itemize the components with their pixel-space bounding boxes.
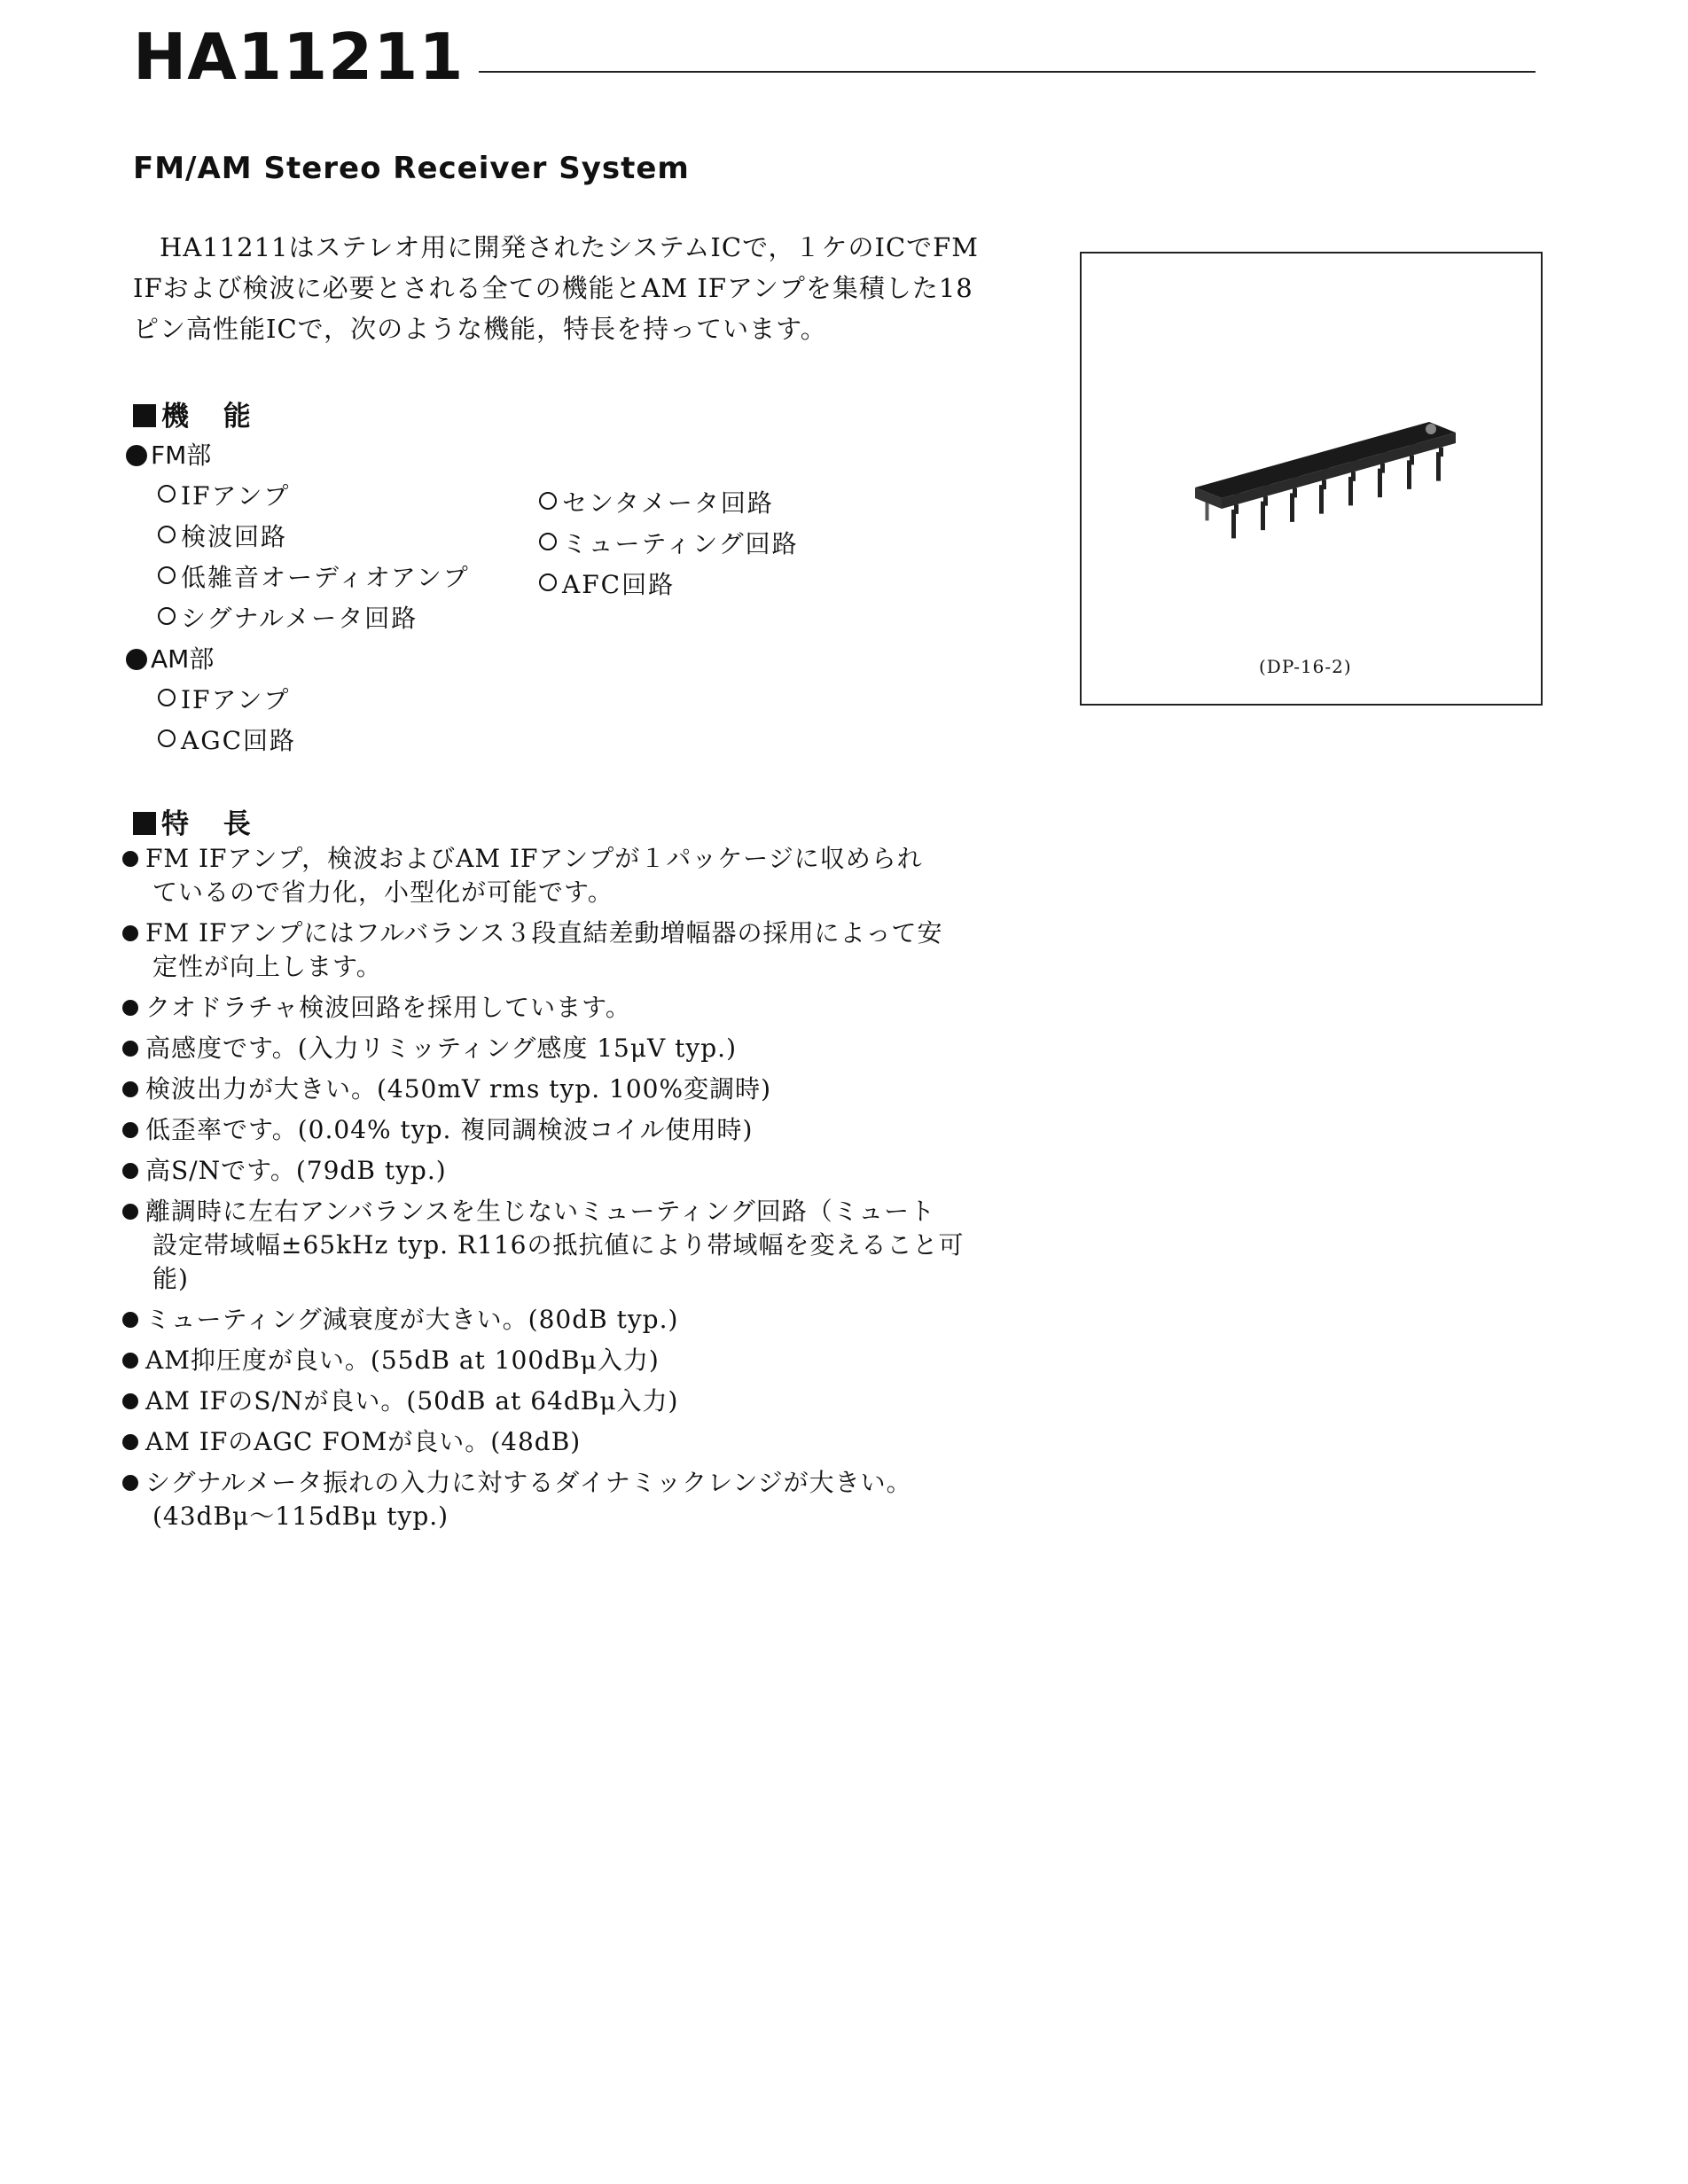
intro-line: IFおよび検波に必要とされる全ての機能とAM IFアンプを集積した18 [133,273,973,303]
bullet-icon [122,1312,138,1328]
bullet-icon [122,1475,138,1491]
fm-function-item: 低雑音オーディオアンプ [158,558,470,594]
package-pin [1263,496,1266,530]
feature-item: クオドラチャ検波回路を採用しています。 [122,991,1009,1025]
features-list [122,842,1009,1540]
feature-item: 高S/Nです。(79dB typ.) [122,1154,1009,1188]
bullet-icon [122,1434,138,1450]
bullet-icon [122,1353,138,1369]
features-heading: 特 長 [133,801,263,841]
package-pin [1439,448,1442,481]
feature-item: 離調時に左右アンバランスを生じないミューティング回路（ミュート 設定帯域幅±65kHz typ. R116の抵抗値により帯域幅を変えること可 能) [122,1195,1009,1296]
feature-item: FM IFアンプ，検波およびAM IFアンプが１パッケージに収められ ているので省力化，小型化が可能です。 [122,842,1009,909]
feature-item: AM IFのAGC FOMが良い。(48dB) [122,1425,1009,1459]
package-pin [1380,464,1383,497]
circle-bullet-icon [539,573,557,591]
package-pin [1410,456,1412,489]
feature-item: シグナルメータ振れの入力に対するダイナミックレンジが大きい。 (43dBμ〜115dBμ typ.) [122,1466,1009,1533]
feature-item: ミューティング減衰度が大きい。(80dB typ.) [122,1303,1009,1337]
bullet-icon [122,1041,138,1057]
intro-paragraph [133,227,1020,349]
fm-function-item: IFアンプ [158,477,290,512]
package-caption: (DP-16-2) [1259,656,1352,677]
title-rule [479,71,1536,73]
fm-function-item: ミューティング回路 [539,525,799,560]
package-pin [1351,472,1354,505]
circle-bullet-icon [158,526,176,543]
circle-bullet-icon [158,689,176,706]
intro-line: ピン高性能ICで，次のような機能，特長を持っています。 [133,314,827,344]
fm-function-item: 検波回路 [158,518,287,553]
fm-function-item: AFC回路 [539,566,675,601]
square-bullet-icon [133,812,156,835]
feature-item: 高感度です。(入力リミッティング感度 15μV typ.) [122,1032,1009,1065]
bullet-icon [126,445,147,466]
square-bullet-icon [133,404,156,427]
bullet-icon [122,1204,138,1220]
package-pin [1293,488,1295,522]
circle-bullet-icon [158,607,176,625]
am-function-item: AGC回路 [158,722,296,757]
bullet-icon [122,851,138,867]
package-pin [1322,480,1325,514]
bullet-icon [122,1000,138,1016]
am-function-item: IFアンプ [158,681,290,716]
bullet-icon [122,925,138,941]
intro-line: HA11211はステレオ用に開発されたシステムICで，１ケのICでFM [160,232,979,262]
bullet-icon [122,1081,138,1097]
feature-item: 低歪率です。(0.04% typ. 複同調検波コイル使用時) [122,1113,1009,1147]
bullet-icon [122,1163,138,1179]
bullet-icon [126,649,147,670]
functions-heading: 機 能 [133,394,263,433]
feature-item: AM IFのS/Nが良い。(50dB at 64dBμ入力) [122,1384,1009,1418]
fm-section-label: FM部 [126,436,211,472]
circle-bullet-icon [158,729,176,747]
pin1-notch-icon [1426,424,1436,434]
bullet-icon [122,1122,138,1138]
page-title: HA11211 [133,20,465,94]
circle-bullet-icon [158,566,176,584]
am-section-label: AM部 [126,640,214,675]
feature-item: AM抑圧度が良い。(55dB at 100dBμ入力) [122,1344,1009,1377]
fm-function-item: シグナルメータ回路 [158,599,418,635]
bullet-icon [122,1393,138,1409]
fm-function-item: センタメータ回路 [539,484,774,519]
feature-item: 検波出力が大きい。(450mV rms typ. 100%変調時) [122,1072,1009,1106]
circle-bullet-icon [539,492,557,510]
circle-bullet-icon [158,485,176,503]
page-subtitle: FM/AM Stereo Receiver System [133,151,690,186]
feature-item: FM IFアンプにはフルバランス３段直結差動増幅器の採用によって安 定性が向上します。 [122,916,1009,984]
package-pin [1234,504,1237,538]
dip-package-illustration [1179,399,1463,576]
circle-bullet-icon [539,533,557,550]
